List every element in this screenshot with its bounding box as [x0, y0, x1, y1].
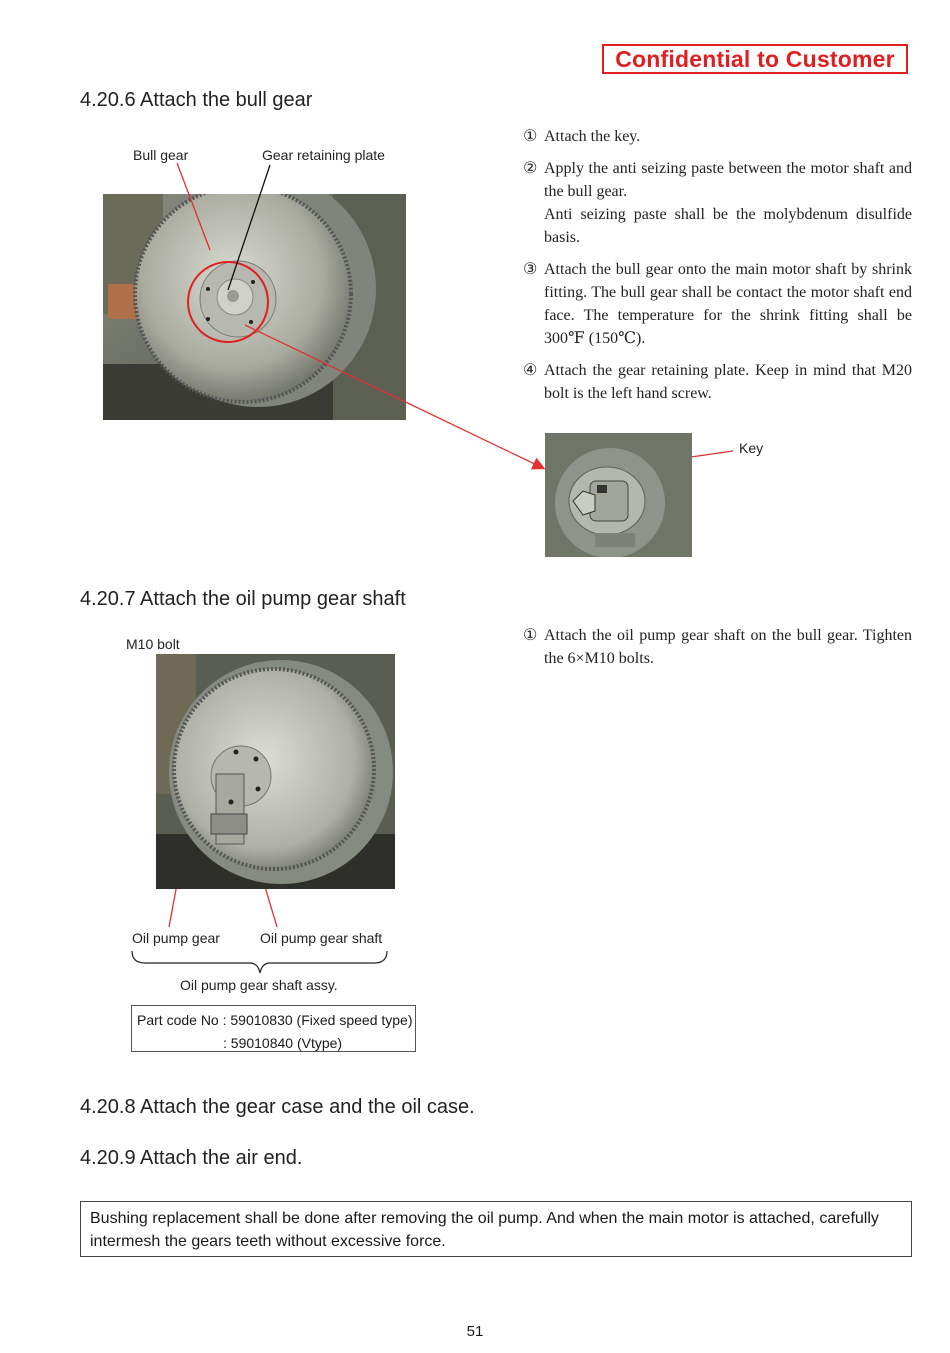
section-heading-4-20-6: 4.20.6 Attach the bull gear	[80, 89, 313, 111]
step-number: ①	[523, 627, 538, 644]
step-2	[523, 157, 912, 249]
step-text-continued: Anti seizing paste shall be the molybdenum disulfide basis.	[544, 206, 912, 246]
label-gear-retaining-plate: Gear retaining plate	[262, 147, 385, 163]
page-number: 51	[466, 1323, 484, 1340]
section-heading-4-20-7: 4.20.7 Attach the oil pump gear shaft	[80, 588, 406, 610]
label-oil-pump-gear-shaft: Oil pump gear shaft	[260, 930, 383, 946]
step-3	[523, 258, 912, 350]
label-key: Key	[739, 440, 764, 456]
label-oil-pump-gear-shaft-assy: Oil pump gear shaft assy.	[180, 977, 338, 993]
key-closeup-photo	[545, 433, 692, 557]
confidential-banner: Confidential to Customer	[602, 44, 908, 74]
step-number: ②	[523, 160, 538, 177]
step-text: Apply the anti seizing paste between the motor shaft and the bull gear.	[544, 160, 912, 200]
part-code-line-2: : 59010840 (Vtype)	[223, 1035, 343, 1051]
steps-4-20-6	[523, 125, 912, 414]
label-oil-pump-gear: Oil pump gear	[132, 930, 220, 946]
part-code-box	[131, 1005, 416, 1052]
step-text: Attach the key.	[544, 128, 641, 145]
label-bull-gear: Bull gear	[133, 147, 189, 163]
step-1	[523, 624, 912, 670]
step-number: ④	[523, 362, 538, 379]
note-text: Bushing replacement shall be done after removing the oil pump. And when the main motor is attached, carefully intermesh the gears teeth without excessive force.	[90, 1210, 879, 1250]
step-text: Attach the oil pump gear shaft on the bull gear. Tighten the 6×M10 bolts.	[544, 627, 912, 667]
note-box	[80, 1201, 912, 1257]
step-text: Attach the gear retaining plate. Keep in mind that M20 bolt is the left hand screw.	[544, 362, 912, 402]
oil-pump-gear-shaft-photo	[156, 654, 395, 889]
part-code-line-1: Part code No : 59010830 (Fixed speed type)	[137, 1012, 413, 1028]
section-heading-4-20-8: 4.20.8 Attach the gear case and the oil case.	[80, 1096, 475, 1118]
label-m10-bolt: M10 bolt	[126, 636, 180, 652]
step-text: Attach the bull gear onto the main motor shaft by shrink fitting. The bull gear shall be contact the motor shaft end face. The temperature for the shrink fitting shall be 300℉ (150℃).	[544, 261, 912, 347]
step-number: ①	[523, 128, 538, 145]
step-1	[523, 125, 912, 148]
step-number: ③	[523, 261, 538, 278]
step-4	[523, 359, 912, 405]
steps-4-20-7	[523, 624, 912, 679]
section-heading-4-20-9: 4.20.9 Attach the air end.	[80, 1147, 303, 1169]
